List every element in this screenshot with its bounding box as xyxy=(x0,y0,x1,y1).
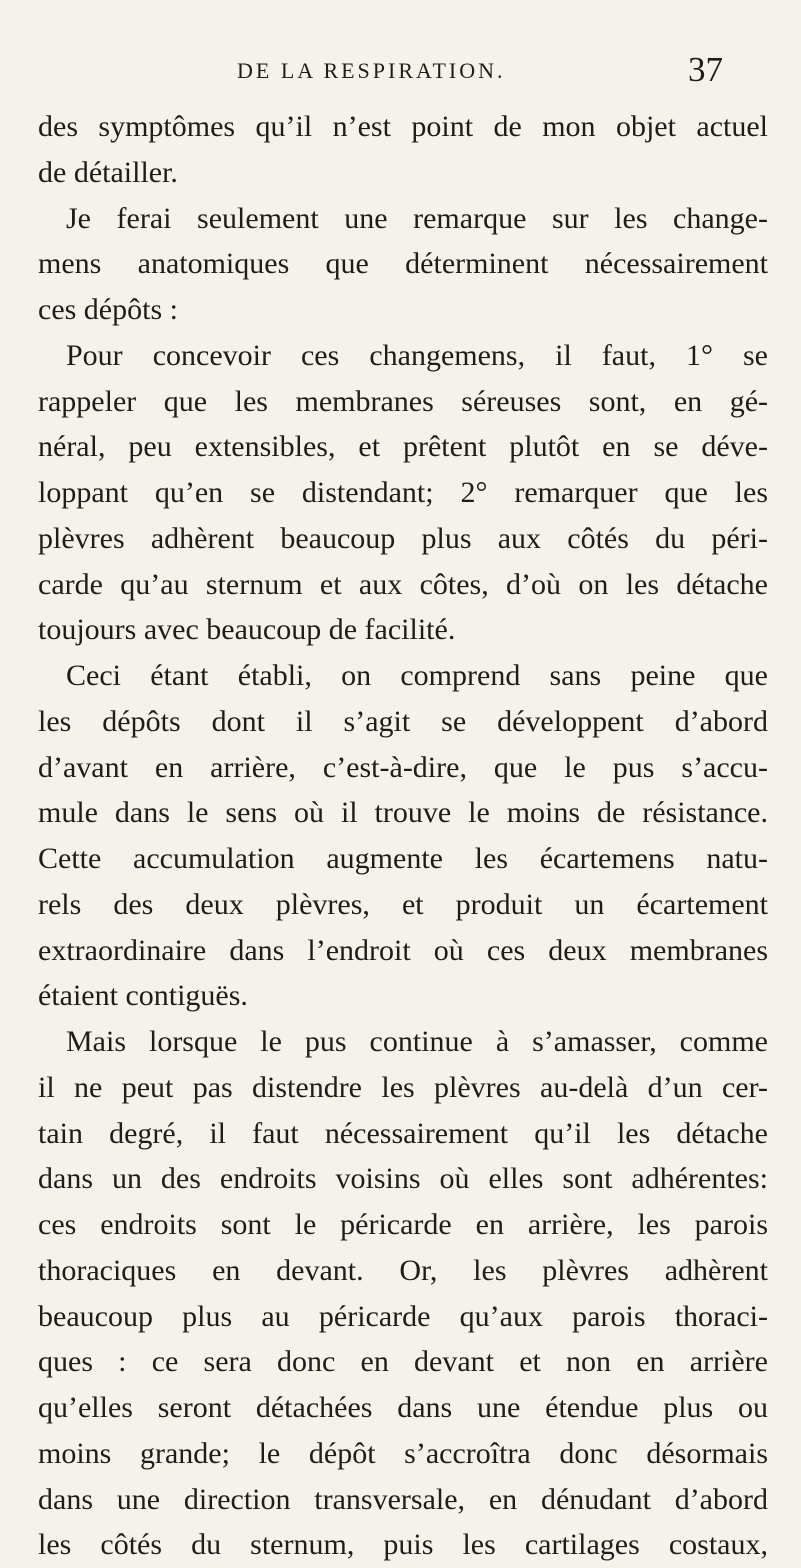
text-line: ques : ce sera donc en devant et non en arrière xyxy=(38,1345,768,1379)
text-line: moins grande; le dépôt s’accroîtra donc désormais xyxy=(38,1436,768,1470)
text-line: tain degré, il faut nécessairement qu’il les détache xyxy=(38,1116,768,1150)
text-line: Mais lorsque le pus continue à s’amasser, comme xyxy=(66,1025,768,1058)
text-line: ces dépôts : xyxy=(38,293,178,326)
text-line: d’avant en arrière, c’est-à-dire, que le pus s’accu- xyxy=(38,750,768,784)
body-text xyxy=(38,104,768,1568)
text-line: beaucoup plus au péricarde qu’aux parois thoraci- xyxy=(38,1299,768,1333)
text-line: extraordinaire dans l’endroit où ces deux membranes xyxy=(38,933,768,967)
text-line: mule dans le sens où il trouve le moins de résistance. xyxy=(38,796,768,830)
text-line: il ne peut pas distendre les plèvres au-delà d’un cer- xyxy=(38,1070,768,1104)
text-line: qu’elles seront détachées dans une étendue plus ou xyxy=(38,1391,768,1424)
text-line: dans un des endroits voisins où elles sont adhérentes: xyxy=(38,1162,768,1196)
text-line: plèvres adhèrent beaucoup plus aux côtés du péri- xyxy=(38,521,768,555)
text-line: ces endroits sont le péricarde en arrière, les parois xyxy=(38,1208,768,1241)
running-title: DE LA RESPIRATION. xyxy=(237,58,506,83)
text-line: rappeler que les membranes séreuses sont, en gé- xyxy=(38,384,768,418)
text-line: carde qu’au sternum et aux côtes, d’où on les détache xyxy=(38,567,768,601)
text-line: dans une direction transversale, en dénudant d’abord xyxy=(38,1482,768,1516)
text-line: néral, peu extensibles, et prêtent plutôt en se déve- xyxy=(38,430,768,464)
text-line: Cette accumulation augmente les écartemens natu- xyxy=(38,842,768,875)
text-line: Je ferai seulement une remarque sur les change- xyxy=(66,201,768,235)
text-line: Ceci étant établi, on comprend sans peine que xyxy=(66,659,768,692)
text-line: rels des deux plèvres, et produit un écartement xyxy=(38,887,768,921)
page-number: 37 xyxy=(688,50,723,89)
text-line: toujours avec beaucoup de facilité. xyxy=(38,613,456,647)
text-line: des symptômes qu’il n’est point de mon objet actuel xyxy=(38,110,768,143)
text-line: Pour concevoir ces changemens, il faut, 1° se xyxy=(66,338,768,372)
text-line: thoraciques en devant. Or, les plèvres adhèrent xyxy=(38,1253,768,1287)
running-head xyxy=(0,50,801,98)
text-line: mens anatomiques que déterminent nécessairement xyxy=(38,247,768,281)
text-line: étaient contiguës. xyxy=(38,979,248,1013)
text-line: les dépôts dont il s’agit se développent d’abord xyxy=(38,704,768,738)
text-line: les côtés du sternum, puis les cartilages costaux, xyxy=(38,1528,768,1562)
text-line: loppant qu’en se distendant; 2° remarquer que les xyxy=(38,476,768,509)
text-line: de détailler. xyxy=(38,155,178,189)
